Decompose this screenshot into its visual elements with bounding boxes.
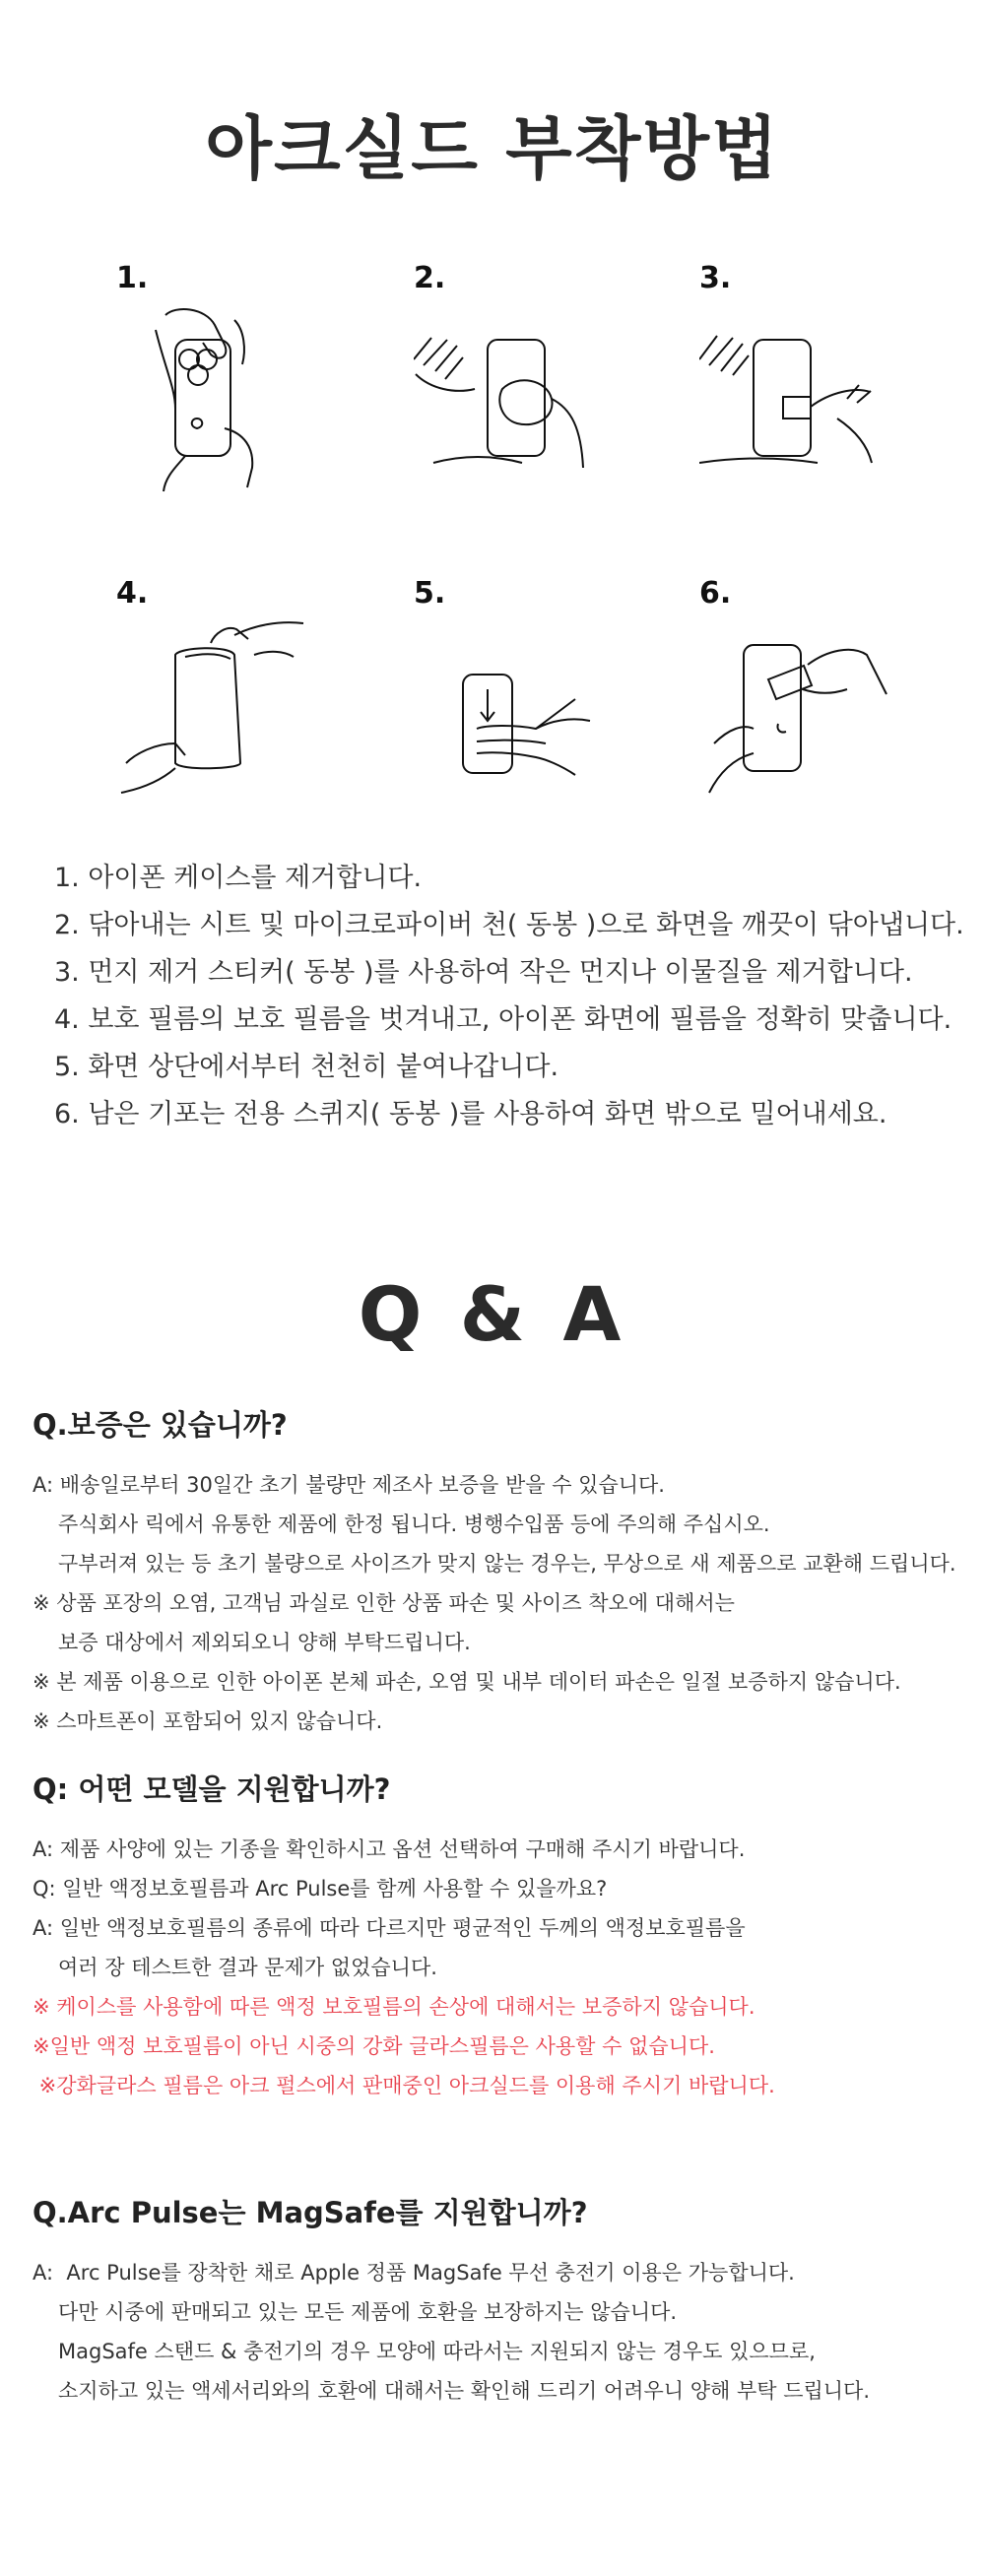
answer-line: 구부러져 있는 등 초기 불량으로 사이즈가 맞지 않는 경우는, 무상으로 새 제품으로 교환해 드립니다. bbox=[58, 1552, 956, 1576]
answer-line: A: 배송일로부터 30일간 초기 불량만 제조사 보증을 받을 수 있습니다. bbox=[33, 1473, 665, 1497]
step-number: 3. bbox=[699, 261, 732, 295]
step-number: 6. bbox=[699, 576, 732, 611]
list-item: 3. 먼지 제거 스티커( 동봉 )를 사용하여 작은 먼지나 이물질을 제거합니다. bbox=[54, 957, 913, 988]
attach-from-top-icon bbox=[414, 596, 630, 812]
remove-case-icon bbox=[116, 281, 333, 497]
answer-line: 주식회사 릭에서 유통한 제품에 한정 됩니다. 병행수입품 등에 주의해 주십시오. bbox=[58, 1513, 770, 1536]
step-number: 1. bbox=[116, 261, 149, 295]
step-number: 5. bbox=[414, 576, 446, 611]
step-1-illustration bbox=[116, 261, 372, 487]
step-number: 2. bbox=[414, 261, 446, 295]
answer-line: ※ 스마트폰이 포함되어 있지 않습니다. bbox=[33, 1709, 383, 1733]
answer-block bbox=[33, 2253, 978, 2411]
installation-steps-list bbox=[54, 855, 964, 1138]
list-item: 2. 닦아내는 시트 및 마이크로파이버 천( 동봉 )으로 화면을 깨끗이 닦아냅니다. bbox=[54, 910, 964, 940]
question-heading: Q: 어떤 모델을 지원합니까? bbox=[33, 1772, 391, 1806]
list-item: 6. 남은 기포는 전용 스퀴지( 동봉 )를 사용하여 화면 밖으로 밀어내세요. bbox=[54, 1099, 887, 1129]
step-6-illustration bbox=[699, 576, 955, 803]
answer-line: 다만 시중에 판매되고 있는 모든 제품에 호환을 보장하지는 않습니다. bbox=[58, 2300, 678, 2324]
warning-line: ※강화글라스 필름은 아크 펄스에서 판매중인 아크실드를 이용해 주시기 바랍니다. bbox=[33, 2074, 775, 2097]
list-item: 1. 아이폰 케이스를 제거합니다. bbox=[54, 863, 423, 893]
step-2-illustration bbox=[414, 261, 670, 487]
warning-line: ※ 케이스를 사용함에 따른 액정 보호필름의 손상에 대해서는 보증하지 않습니다. bbox=[33, 1995, 755, 2019]
answer-block bbox=[33, 1830, 978, 2105]
list-item: 5. 화면 상단에서부터 천천히 붙여나갑니다. bbox=[54, 1052, 559, 1082]
question-heading: Q.Arc Pulse는 MagSafe를 지원합니까? bbox=[33, 2196, 588, 2229]
step-3-illustration bbox=[699, 261, 955, 487]
answer-block bbox=[33, 1465, 978, 1741]
answer-line: Q: 일반 액정보호필름과 Arc Pulse를 함께 사용할 수 있을까요? bbox=[33, 1877, 608, 1900]
align-film-icon bbox=[116, 596, 333, 812]
page-title: 아크실드 부착방법 bbox=[205, 108, 780, 189]
squeegee-icon bbox=[699, 596, 916, 812]
wipe-screen-icon bbox=[414, 281, 630, 497]
step-4-illustration bbox=[116, 576, 372, 803]
warning-line: ※일반 액정 보호필름이 아닌 시중의 강화 글라스필름은 사용할 수 없습니다. bbox=[33, 2034, 715, 2058]
answer-line: A: Arc Pulse를 장착한 채로 Apple 정품 MagSafe 무선 충전기 이용은 가능합니다. bbox=[33, 2261, 795, 2285]
answer-line: 소지하고 있는 액세서리와의 호환에 대해서는 확인해 드리기 어려우니 양해 부탁 드립니다. bbox=[58, 2379, 871, 2403]
answer-line: 보증 대상에서 제외되오니 양해 부탁드립니다. bbox=[58, 1631, 471, 1654]
answer-line: ※ 상품 포장의 오염, 고객님 과실로 인한 상품 파손 및 사이즈 착오에 대해서는 bbox=[33, 1591, 735, 1615]
question-heading: Q.보증은 있습니까? bbox=[33, 1408, 288, 1442]
step-5-illustration bbox=[414, 576, 670, 803]
answer-line: ※ 본 제품 이용으로 인한 아이폰 본체 파손, 오염 및 내부 데이터 파손은 일절 보증하지 않습니다. bbox=[33, 1670, 901, 1694]
answer-line: 여러 장 테스트한 결과 문제가 없었습니다. bbox=[58, 1956, 437, 1979]
answer-line: A: 일반 액정보호필름의 종류에 따라 다르지만 평균적인 두께의 액정보호필름을 bbox=[33, 1916, 746, 1940]
qa-title: Q & A bbox=[358, 1270, 627, 1358]
dust-sticker-icon bbox=[699, 281, 916, 497]
answer-line: A: 제품 사양에 있는 기종을 확인하시고 옵션 선택하여 구매해 주시기 바랍니다. bbox=[33, 1837, 746, 1861]
step-number: 4. bbox=[116, 576, 149, 611]
answer-line: MagSafe 스탠드 & 충전기의 경우 모양에 따라서는 지원되지 않는 경우도 있으므로, bbox=[58, 2340, 816, 2363]
list-item: 4. 보호 필름의 보호 필름을 벗겨내고, 아이폰 화면에 필름을 정확히 맞춥니다. bbox=[54, 1004, 952, 1035]
